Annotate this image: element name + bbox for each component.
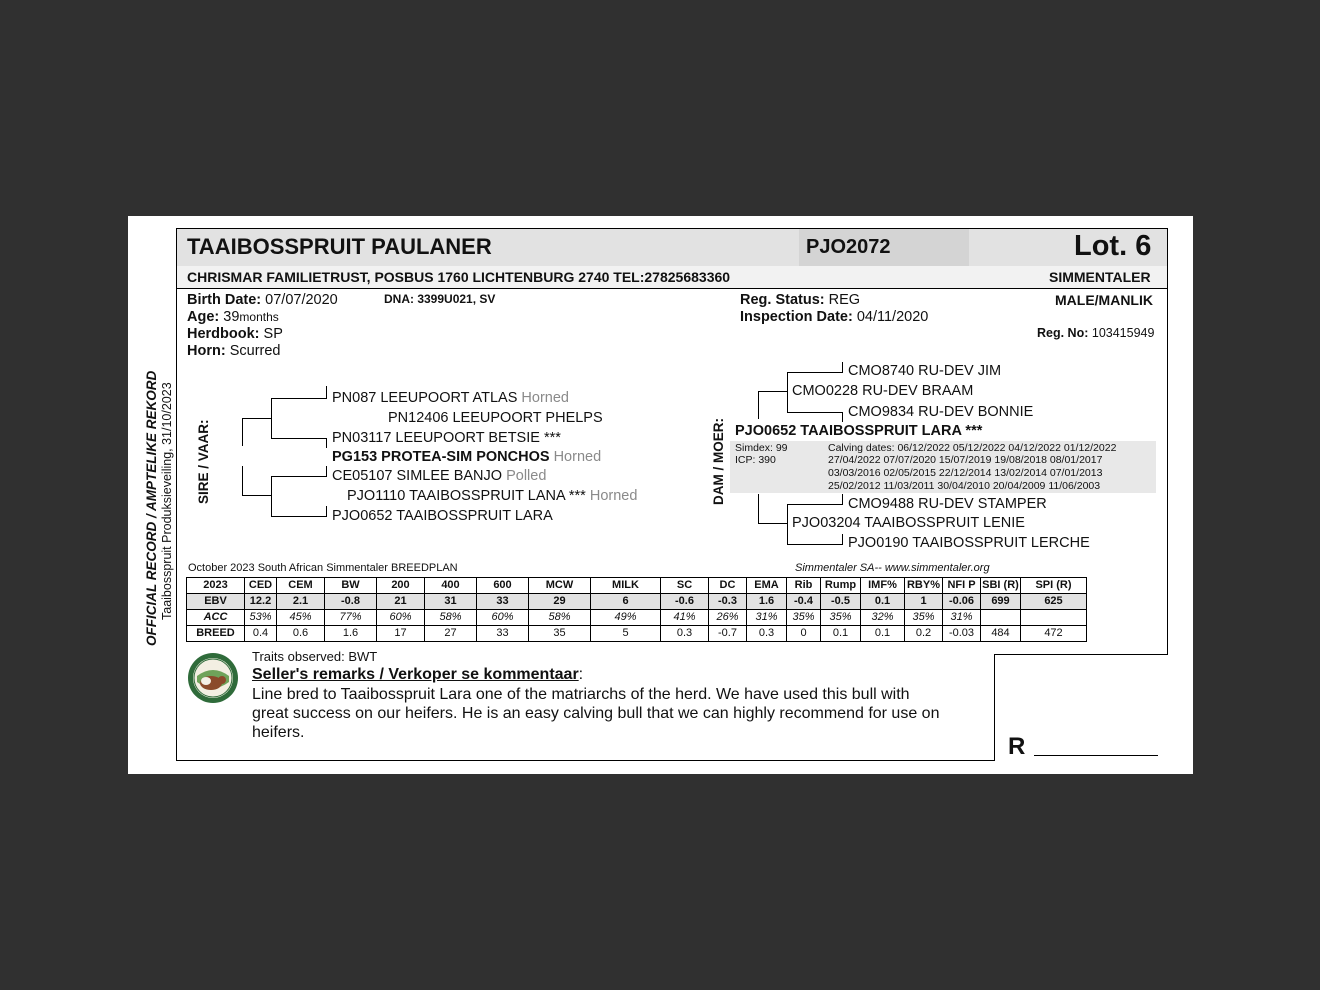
- table-cell: 17: [377, 626, 425, 642]
- official-record-label: OFFICIAL RECORD / AMPTELIKE REKORD: [144, 370, 159, 646]
- sire-dam-dam: PJO1110 TAAIBOSSPRUIT LANA *** Horned: [347, 488, 638, 504]
- sire-sire: PN087 LEEUPOORT ATLAS Horned: [332, 390, 569, 406]
- society-logo: [187, 652, 239, 704]
- table-cell: MCW: [529, 578, 591, 594]
- table-cell: 472: [1021, 626, 1087, 642]
- table-cell: 0.1: [821, 626, 861, 642]
- table-cell: 53%: [245, 610, 277, 626]
- table-cell: 33: [477, 594, 529, 610]
- table-cell: BW: [325, 578, 377, 594]
- table-cell: 35%: [787, 610, 821, 626]
- breedplan-table: [186, 577, 1087, 642]
- breed-label: SIMMENTALER: [1049, 269, 1151, 285]
- table-row-acc: [187, 610, 1087, 626]
- table-row-breed: [187, 626, 1087, 642]
- table-cell: 200: [377, 578, 425, 594]
- animal-id: PJO2072: [806, 236, 891, 258]
- table-cell: 26%: [709, 610, 747, 626]
- table-cell: 0: [787, 626, 821, 642]
- row-label-cell: ACC: [187, 610, 245, 626]
- table-cell: 5: [591, 626, 661, 642]
- table-cell: 21: [377, 594, 425, 610]
- table-cell: 1.6: [325, 626, 377, 642]
- table-cell: 32%: [861, 610, 905, 626]
- table-cell: 35%: [905, 610, 943, 626]
- remarks-line: Line bred to Taaibosspruit Lara one of the matriarchs of the herd. We have used this bull with: [252, 686, 910, 703]
- simdex: Simdex: 99: [735, 442, 788, 454]
- row-label-cell: BREED: [187, 626, 245, 642]
- remarks-line: great success on our heifers. He is an easy calving bull that we can highly recommend for use on: [252, 705, 940, 722]
- sire-dam: PN03117 LEEUPOORT BETSIE ***: [332, 430, 561, 446]
- dam-dam-sire: CMO9488 RU-DEV STAMPER: [848, 496, 1047, 512]
- table-cell: 600: [477, 578, 529, 594]
- table-cell: -0.7: [709, 626, 747, 642]
- sex: MALE/MANLIK: [1055, 292, 1153, 308]
- table-cell: 31: [425, 594, 477, 610]
- dam-sire: CMO0228 RU-DEV BRAAM: [792, 383, 974, 399]
- dna: DNA: 3399U021, SV: [384, 292, 496, 306]
- row-label-cell: 2023: [187, 578, 245, 594]
- table-cell: 31%: [747, 610, 787, 626]
- table-cell: 77%: [325, 610, 377, 626]
- table-cell: 0.1: [861, 594, 905, 610]
- table-cell: 0.2: [905, 626, 943, 642]
- table-cell: 60%: [377, 610, 425, 626]
- age: Age: 39months: [187, 309, 279, 325]
- table-cell: 60%: [477, 610, 529, 626]
- price-input-line[interactable]: [1034, 755, 1158, 756]
- table-cell: -0.06: [943, 594, 981, 610]
- table-cell: 12.2: [245, 594, 277, 610]
- herdbook: Herdbook: SP: [187, 326, 283, 342]
- table-header-row: [187, 578, 1087, 594]
- table-cell: 31%: [943, 610, 981, 626]
- dam-side-label: DAM / MOER:: [711, 418, 726, 505]
- sire-sire-sire: PN12406 LEEUPOORT PHELPS: [388, 410, 603, 426]
- table-cell: SBI (R): [981, 578, 1021, 594]
- table-cell: MILK: [591, 578, 661, 594]
- sire-dam-sire: CE05107 SIMLEE BANJO Polled: [332, 468, 547, 484]
- dam-sire-dam: CMO9834 RU-DEV BONNIE: [848, 404, 1034, 420]
- table-cell: -0.4: [787, 594, 821, 610]
- table-cell: Rump: [821, 578, 861, 594]
- table-cell: 49%: [591, 610, 661, 626]
- table-cell: IMF%: [861, 578, 905, 594]
- reg-status: Reg. Status: REG: [740, 292, 861, 308]
- table-cell: 400: [425, 578, 477, 594]
- table-cell: 0.3: [661, 626, 709, 642]
- table-cell: 27: [425, 626, 477, 642]
- table-cell: 33: [477, 626, 529, 642]
- table-cell: -0.3: [709, 594, 747, 610]
- table-cell: 484: [981, 626, 1021, 642]
- remarks-title: Seller's remarks / Verkoper se kommentaar:: [252, 666, 584, 683]
- table-cell: 625: [1021, 594, 1087, 610]
- table-cell: 45%: [277, 610, 325, 626]
- dam-dam: PJO03204 TAAIBOSSPRUIT LENIE: [792, 515, 1025, 531]
- table-cell: 699: [981, 594, 1021, 610]
- owner-address: CHRISMAR FAMILIETRUST, POSBUS 1760 LICHTENBURG 2740 TEL:27825683360: [187, 269, 731, 285]
- animal-name: TAAIBOSSPRUIT PAULANER: [187, 234, 492, 259]
- table-cell: 29: [529, 594, 591, 610]
- sire-dam-dam-2: PJO0652 TAAIBOSSPRUIT LARA: [332, 508, 553, 524]
- sale-label: Taaibosspruit Produksieveiling, 31/10/2023: [160, 382, 174, 620]
- table-cell: 0.3: [747, 626, 787, 642]
- table-cell: -0.5: [821, 594, 861, 610]
- table-cell: 41%: [661, 610, 709, 626]
- lot-number: Lot. 6: [1074, 230, 1152, 262]
- table-cell: SC: [661, 578, 709, 594]
- sire: PG153 PROTEA-SIM PONCHOS Horned: [332, 449, 602, 465]
- dam-sire-sire: CMO8740 RU-DEV JIM: [848, 363, 1002, 379]
- breedplan-source: Simmentaler SA-- www.simmentaler.org: [795, 562, 990, 574]
- table-cell: 35%: [821, 610, 861, 626]
- price-currency: R: [1008, 733, 1026, 760]
- table-cell: 0.6: [277, 626, 325, 642]
- table-cell: 1.6: [747, 594, 787, 610]
- table-cell: -0.6: [661, 594, 709, 610]
- dam: PJO0652 TAAIBOSSPRUIT LARA ***: [735, 423, 983, 439]
- table-cell: 58%: [529, 610, 591, 626]
- table-cell: Rib: [787, 578, 821, 594]
- table-cell: -0.03: [943, 626, 981, 642]
- table-cell: 0.4: [245, 626, 277, 642]
- table-cell: NFI P: [943, 578, 981, 594]
- table-cell: 0.1: [861, 626, 905, 642]
- remarks-line: heifers.: [252, 724, 305, 741]
- table-cell: 6: [591, 594, 661, 610]
- table-cell: 2.1: [277, 594, 325, 610]
- reg-no: Reg. No: 103415949: [1037, 326, 1155, 340]
- birth-date: Birth Date: 07/07/2020: [187, 292, 338, 308]
- icp: ICP: 390: [735, 454, 776, 466]
- row-label-cell: EBV: [187, 594, 245, 610]
- table-cell: DC: [709, 578, 747, 594]
- sire-side-label: SIRE / VAAR:: [196, 419, 211, 504]
- calving-dates-line: 03/03/2016 02/05/2015 22/12/2014 13/02/2014 07/01/2013: [828, 467, 1103, 479]
- table-cell: CED: [245, 578, 277, 594]
- calving-dates-line: 27/04/2022 07/07/2020 15/07/2019 19/08/2018 08/01/2017: [828, 454, 1103, 466]
- table-cell: [981, 610, 1021, 626]
- table-cell: EMA: [747, 578, 787, 594]
- table-cell: SPI (R): [1021, 578, 1087, 594]
- inspection-date: Inspection Date: 04/11/2020: [740, 309, 929, 325]
- calving-dates-line: Calving dates: 06/12/2022 05/12/2022 04/12/2022 01/12/2022: [828, 442, 1117, 454]
- dam-dam-dam: PJO0190 TAAIBOSSPRUIT LERCHE: [848, 535, 1090, 551]
- table-row-ebv: [187, 594, 1087, 610]
- horn-status: Horn: Scurred: [187, 343, 281, 359]
- table-cell: 58%: [425, 610, 477, 626]
- breedplan-caption: October 2023 South African Simmentaler BREEDPLAN: [188, 562, 458, 574]
- table-cell: -0.8: [325, 594, 377, 610]
- table-cell: RBY%: [905, 578, 943, 594]
- table-cell: 1: [905, 594, 943, 610]
- table-cell: CEM: [277, 578, 325, 594]
- table-cell: 35: [529, 626, 591, 642]
- traits-observed: Traits observed: BWT: [252, 649, 378, 664]
- calving-dates-line: 25/02/2012 11/03/2011 30/04/2010 20/04/2009 11/06/2003: [828, 480, 1101, 492]
- table-cell: [1021, 610, 1087, 626]
